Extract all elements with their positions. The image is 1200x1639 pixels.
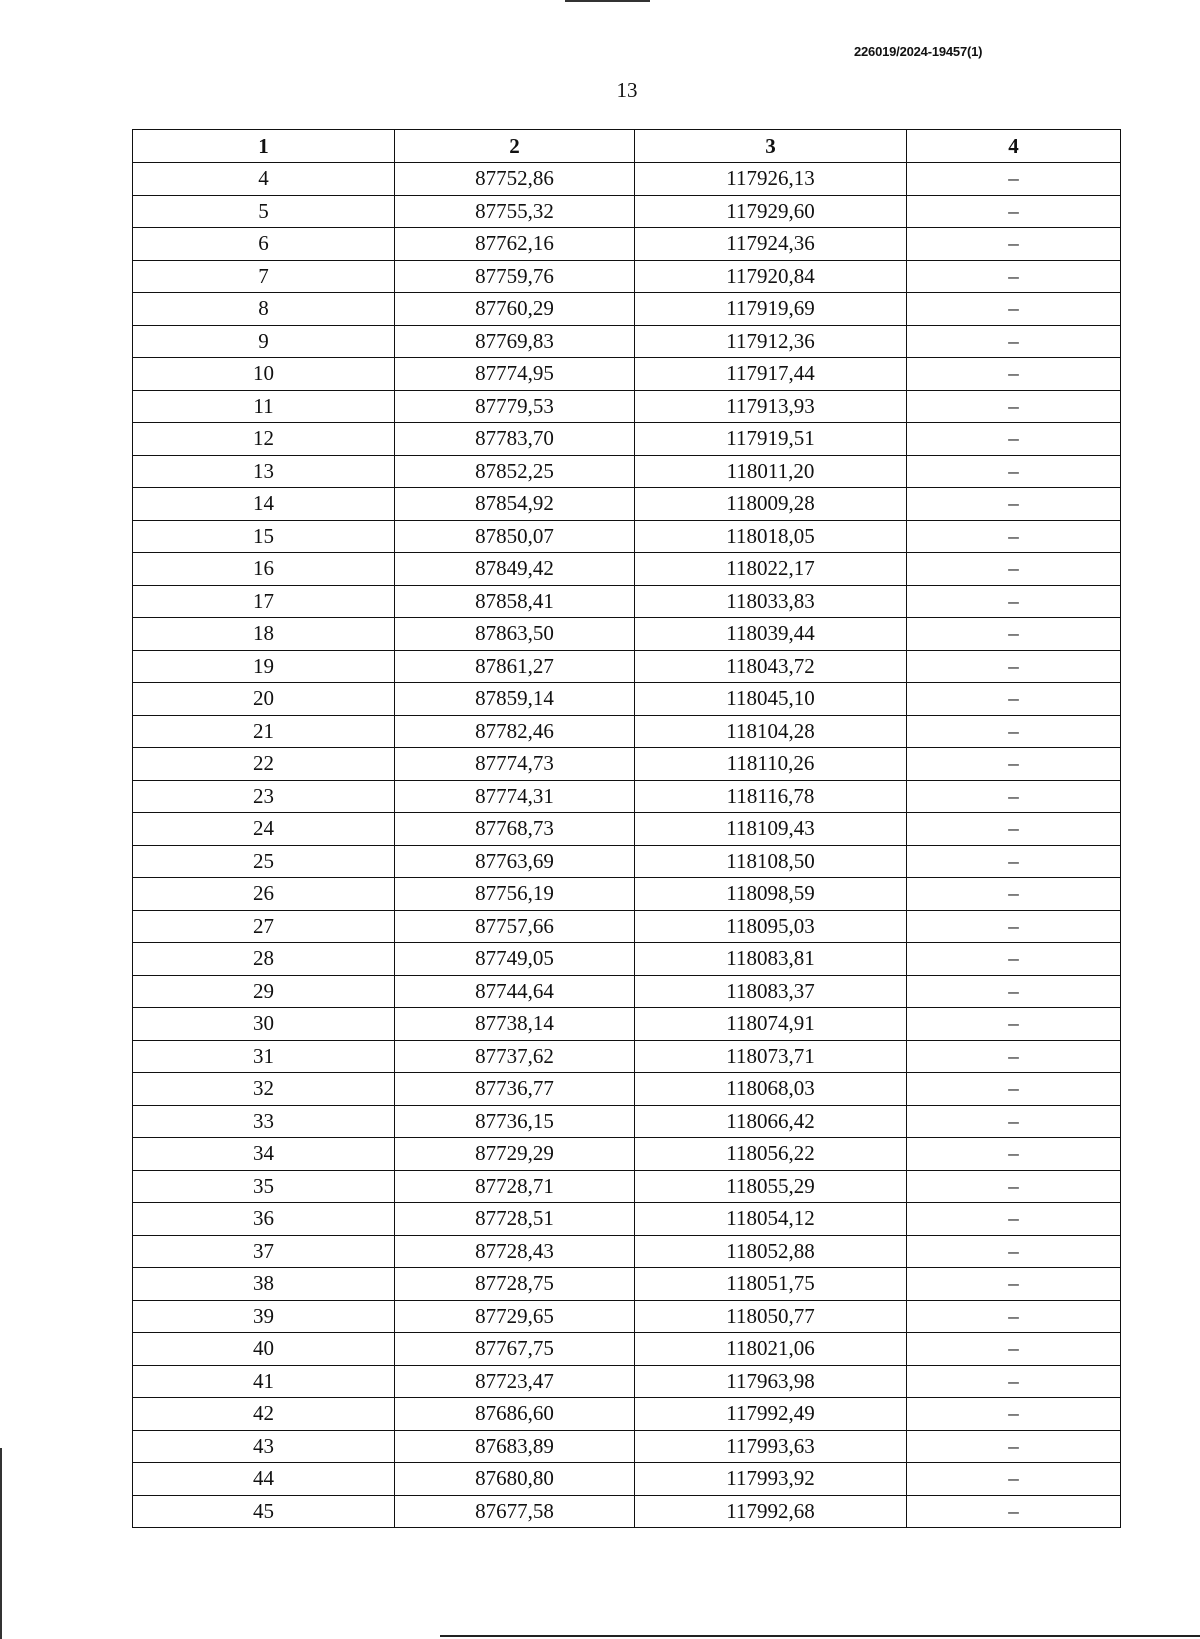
table-cell: 12	[133, 423, 395, 456]
table-cell: 118083,81	[635, 943, 907, 976]
table-cell: –	[907, 975, 1121, 1008]
table-cell: 87858,41	[395, 585, 635, 618]
table-cell: 117926,13	[635, 163, 907, 196]
table-cell: 87774,31	[395, 780, 635, 813]
table-cell: 87768,73	[395, 813, 635, 846]
table-cell: 117993,92	[635, 1463, 907, 1496]
table-cell: 118073,71	[635, 1040, 907, 1073]
table-cell: 117917,44	[635, 358, 907, 391]
column-header: 4	[907, 130, 1121, 163]
table-cell: 38	[133, 1268, 395, 1301]
table-row	[133, 1495, 1121, 1528]
table-cell: 117963,98	[635, 1365, 907, 1398]
table-cell: –	[907, 423, 1121, 456]
table-cell: 10	[133, 358, 395, 391]
table-cell: –	[907, 488, 1121, 521]
table-cell: –	[907, 1495, 1121, 1528]
table-cell: 42	[133, 1398, 395, 1431]
table-cell: –	[907, 260, 1121, 293]
table-cell: 43	[133, 1430, 395, 1463]
table-cell: 26	[133, 878, 395, 911]
table-cell: 87728,75	[395, 1268, 635, 1301]
table-cell: 87737,62	[395, 1040, 635, 1073]
table-cell: 117992,68	[635, 1495, 907, 1528]
table-cell: 5	[133, 195, 395, 228]
table-cell: 118095,03	[635, 910, 907, 943]
table-row	[133, 1235, 1121, 1268]
table-row	[133, 1008, 1121, 1041]
table-row	[133, 260, 1121, 293]
table-cell: 7	[133, 260, 395, 293]
table-cell: 19	[133, 650, 395, 683]
table-cell: 9	[133, 325, 395, 358]
table-cell: 23	[133, 780, 395, 813]
coordinates-table	[132, 129, 1121, 1528]
table-cell: –	[907, 780, 1121, 813]
table-cell: –	[907, 1040, 1121, 1073]
table-row	[133, 748, 1121, 781]
table-cell: 118104,28	[635, 715, 907, 748]
table-cell: 117919,69	[635, 293, 907, 326]
table-row	[133, 1268, 1121, 1301]
table-cell: 25	[133, 845, 395, 878]
table-cell: 24	[133, 813, 395, 846]
table-cell: 41	[133, 1365, 395, 1398]
table-row	[133, 455, 1121, 488]
table-cell: 6	[133, 228, 395, 261]
table-row	[133, 1203, 1121, 1236]
table-row	[133, 1430, 1121, 1463]
table-row	[133, 780, 1121, 813]
table-cell: 118054,12	[635, 1203, 907, 1236]
table-cell: 8	[133, 293, 395, 326]
table-cell: 87728,43	[395, 1235, 635, 1268]
table-cell: 87757,66	[395, 910, 635, 943]
table-cell: –	[907, 358, 1121, 391]
table-cell: 118022,17	[635, 553, 907, 586]
table-cell: –	[907, 910, 1121, 943]
table-cell: 14	[133, 488, 395, 521]
table-cell: 117993,63	[635, 1430, 907, 1463]
table-cell: –	[907, 1105, 1121, 1138]
table-row	[133, 650, 1121, 683]
table-cell: 117929,60	[635, 195, 907, 228]
table-cell: 87749,05	[395, 943, 635, 976]
table-row	[133, 683, 1121, 716]
table-cell: 118033,83	[635, 585, 907, 618]
table-cell: 87752,86	[395, 163, 635, 196]
table-cell: 16	[133, 553, 395, 586]
table-cell: 87755,32	[395, 195, 635, 228]
table-cell: 118056,22	[635, 1138, 907, 1171]
table-cell: 118108,50	[635, 845, 907, 878]
table-cell: 118045,10	[635, 683, 907, 716]
table-cell: 118050,77	[635, 1300, 907, 1333]
table-cell: 87738,14	[395, 1008, 635, 1041]
table-cell: 11	[133, 390, 395, 423]
table-cell: 87736,77	[395, 1073, 635, 1106]
table-row	[133, 358, 1121, 391]
table-cell: 17	[133, 585, 395, 618]
table-cell: –	[907, 163, 1121, 196]
table-cell: 118018,05	[635, 520, 907, 553]
table-row	[133, 1040, 1121, 1073]
table-row	[133, 1365, 1121, 1398]
table-cell: 118109,43	[635, 813, 907, 846]
table-cell: –	[907, 748, 1121, 781]
table-cell: –	[907, 1365, 1121, 1398]
table-cell: –	[907, 845, 1121, 878]
table-cell: –	[907, 1463, 1121, 1496]
table-cell: –	[907, 1073, 1121, 1106]
table-row	[133, 618, 1121, 651]
table-cell: 87760,29	[395, 293, 635, 326]
table-cell: 87861,27	[395, 650, 635, 683]
table-row	[133, 1398, 1121, 1431]
table-cell: 87680,80	[395, 1463, 635, 1496]
table-cell: 87728,51	[395, 1203, 635, 1236]
table-cell: 118068,03	[635, 1073, 907, 1106]
table-cell: 118083,37	[635, 975, 907, 1008]
table-cell: 87744,64	[395, 975, 635, 1008]
table-cell: –	[907, 878, 1121, 911]
table-cell: –	[907, 520, 1121, 553]
table-cell: 117920,84	[635, 260, 907, 293]
table-row	[133, 390, 1121, 423]
table-row	[133, 325, 1121, 358]
table-cell: 118039,44	[635, 618, 907, 651]
table-cell: 87852,25	[395, 455, 635, 488]
table-cell: –	[907, 553, 1121, 586]
table-cell: 87767,75	[395, 1333, 635, 1366]
table-cell: –	[907, 1268, 1121, 1301]
table-cell: 34	[133, 1138, 395, 1171]
table-cell: –	[907, 585, 1121, 618]
table-row	[133, 585, 1121, 618]
left-edge-mark	[0, 1448, 2, 1639]
table-cell: 87762,16	[395, 228, 635, 261]
table-cell: 87723,47	[395, 1365, 635, 1398]
table-cell: 35	[133, 1170, 395, 1203]
table-row	[133, 845, 1121, 878]
page-number: 13	[616, 78, 638, 102]
table-row	[133, 293, 1121, 326]
table-cell: 118055,29	[635, 1170, 907, 1203]
table-row	[133, 878, 1121, 911]
table-cell: 118043,72	[635, 650, 907, 683]
table-cell: 117992,49	[635, 1398, 907, 1431]
table-cell: 87863,50	[395, 618, 635, 651]
table-cell: 13	[133, 455, 395, 488]
table-body	[133, 163, 1121, 1528]
table-cell: 118009,28	[635, 488, 907, 521]
table-cell: 29	[133, 975, 395, 1008]
table-cell: –	[907, 455, 1121, 488]
table-row	[133, 1073, 1121, 1106]
table-cell: 36	[133, 1203, 395, 1236]
table-cell: 30	[133, 1008, 395, 1041]
table-row	[133, 163, 1121, 196]
table-cell: 87686,60	[395, 1398, 635, 1431]
table-cell: –	[907, 1300, 1121, 1333]
table-cell: –	[907, 813, 1121, 846]
table-cell: –	[907, 618, 1121, 651]
table-cell: 118011,20	[635, 455, 907, 488]
table-row	[133, 943, 1121, 976]
table-row	[133, 975, 1121, 1008]
table-cell: 118021,06	[635, 1333, 907, 1366]
table-cell: 87729,65	[395, 1300, 635, 1333]
table-cell: 87774,73	[395, 748, 635, 781]
table-row	[133, 553, 1121, 586]
table-cell: 33	[133, 1105, 395, 1138]
table-cell: 87728,71	[395, 1170, 635, 1203]
table-cell: –	[907, 1333, 1121, 1366]
table-cell: 87774,95	[395, 358, 635, 391]
table-cell: 87729,29	[395, 1138, 635, 1171]
table-cell: 22	[133, 748, 395, 781]
table-cell: –	[907, 390, 1121, 423]
table-cell: 32	[133, 1073, 395, 1106]
table-cell: 117913,93	[635, 390, 907, 423]
table-cell: –	[907, 1138, 1121, 1171]
table-cell: 87782,46	[395, 715, 635, 748]
table-cell: –	[907, 325, 1121, 358]
table-cell: 87850,07	[395, 520, 635, 553]
table-cell: 118066,42	[635, 1105, 907, 1138]
table-row	[133, 423, 1121, 456]
table-cell: –	[907, 650, 1121, 683]
table-cell: 87769,83	[395, 325, 635, 358]
table-row	[133, 228, 1121, 261]
document-id: 226019/2024-19457(1)	[854, 44, 983, 59]
table-row	[133, 1300, 1121, 1333]
table-cell: 87849,42	[395, 553, 635, 586]
table-cell: 87756,19	[395, 878, 635, 911]
table-cell: 4	[133, 163, 395, 196]
table-cell: –	[907, 1235, 1121, 1268]
table-cell: 39	[133, 1300, 395, 1333]
table-row	[133, 813, 1121, 846]
table-cell: 15	[133, 520, 395, 553]
table-row	[133, 1463, 1121, 1496]
table-cell: 87683,89	[395, 1430, 635, 1463]
table-cell: –	[907, 1008, 1121, 1041]
column-header: 1	[133, 130, 395, 163]
table-cell: 87779,53	[395, 390, 635, 423]
table-cell: 118074,91	[635, 1008, 907, 1041]
column-header: 3	[635, 130, 907, 163]
table-cell: –	[907, 715, 1121, 748]
table-cell: –	[907, 683, 1121, 716]
table-cell: –	[907, 1170, 1121, 1203]
table-row	[133, 1105, 1121, 1138]
table-cell: –	[907, 943, 1121, 976]
table-cell: –	[907, 195, 1121, 228]
table-cell: 87763,69	[395, 845, 635, 878]
table-row	[133, 1170, 1121, 1203]
table-cell: 27	[133, 910, 395, 943]
table-cell: 118052,88	[635, 1235, 907, 1268]
table-cell: –	[907, 293, 1121, 326]
table-cell: 118098,59	[635, 878, 907, 911]
table-cell: 40	[133, 1333, 395, 1366]
table-cell: 87736,15	[395, 1105, 635, 1138]
table-cell: –	[907, 1398, 1121, 1431]
table-cell: 37	[133, 1235, 395, 1268]
table-row	[133, 1138, 1121, 1171]
table-cell: 21	[133, 715, 395, 748]
table-cell: –	[907, 1430, 1121, 1463]
table-cell: 118051,75	[635, 1268, 907, 1301]
table-row	[133, 910, 1121, 943]
table-row	[133, 715, 1121, 748]
table-cell: 117912,36	[635, 325, 907, 358]
table-header-row	[133, 130, 1121, 163]
table-cell: 20	[133, 683, 395, 716]
table-cell: 18	[133, 618, 395, 651]
table-cell: 87759,76	[395, 260, 635, 293]
table-cell: 87783,70	[395, 423, 635, 456]
table-cell: 118110,26	[635, 748, 907, 781]
top-edge-rule	[565, 0, 650, 2]
table-cell: –	[907, 1203, 1121, 1236]
table-cell: 31	[133, 1040, 395, 1073]
bottom-edge-rule	[440, 1635, 1200, 1637]
table-cell: 87677,58	[395, 1495, 635, 1528]
table-cell: 117919,51	[635, 423, 907, 456]
table-cell: 44	[133, 1463, 395, 1496]
table-row	[133, 520, 1121, 553]
table-cell: 117924,36	[635, 228, 907, 261]
table-row	[133, 195, 1121, 228]
table-cell: 87859,14	[395, 683, 635, 716]
table-cell: 118116,78	[635, 780, 907, 813]
table-row	[133, 1333, 1121, 1366]
table-cell: –	[907, 228, 1121, 261]
column-header: 2	[395, 130, 635, 163]
table-row	[133, 488, 1121, 521]
table-cell: 87854,92	[395, 488, 635, 521]
table-cell: 45	[133, 1495, 395, 1528]
table-cell: 28	[133, 943, 395, 976]
